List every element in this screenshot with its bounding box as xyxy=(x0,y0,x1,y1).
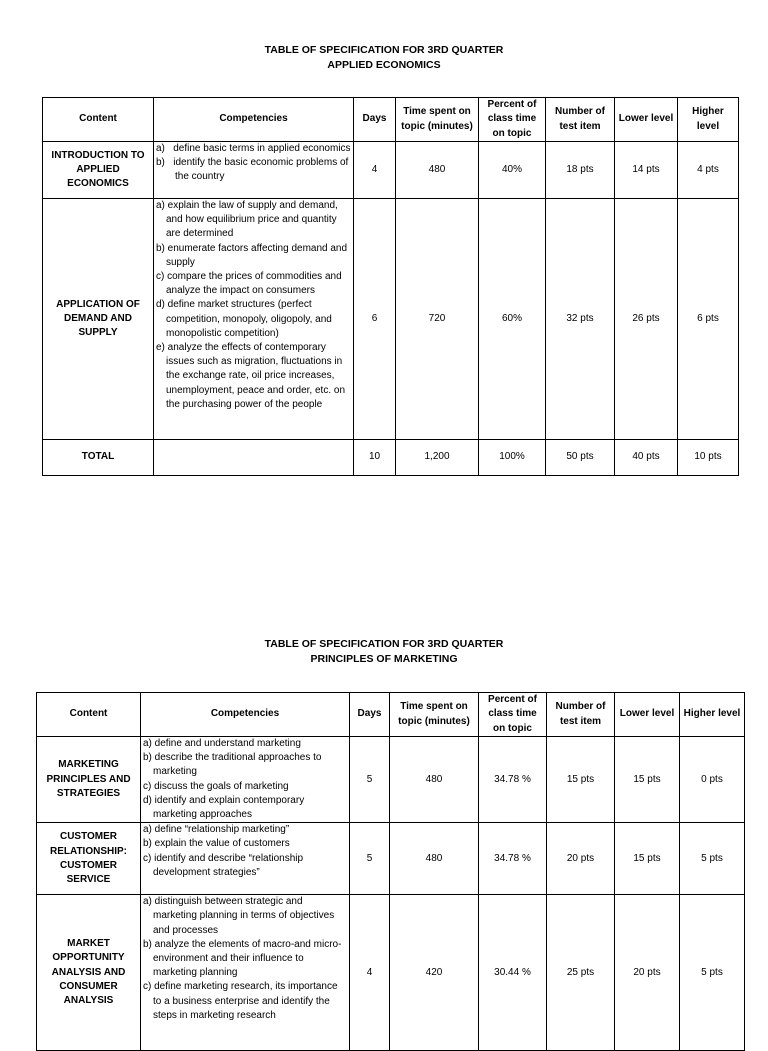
header-percent-class-time: Percent of class time on topic xyxy=(479,693,547,737)
items-cell: 15 pts xyxy=(547,737,615,823)
content-cell: TOTAL xyxy=(43,440,154,476)
competencies-cell xyxy=(141,895,350,1051)
document-title-principles-of-marketing xyxy=(0,637,768,667)
content-cell: APPLICATION OF DEMAND AND SUPPLY xyxy=(43,199,154,440)
lower-level-cell: 14 pts xyxy=(615,142,678,199)
table-title: TABLE OF SPECIFICATION FOR 3RD QUARTER xyxy=(264,44,504,56)
higher-level-cell: 0 pts xyxy=(680,737,745,823)
competencies-cell xyxy=(154,142,354,199)
header-higher-level: Higher level xyxy=(678,98,739,142)
competency-item: c) compare the prices of commodities and analyze the impact on consumers xyxy=(156,271,342,297)
competency-item: a) explain the law of supply and demand, and how equilibrium price and quantity are determined xyxy=(156,200,338,240)
table-row xyxy=(37,895,745,1051)
header-lower-level: Lower level xyxy=(615,98,678,142)
table-title: TABLE OF SPECIFICATION FOR 3RD QUARTER xyxy=(264,638,504,650)
content-cell: INTRODUCTION TO APPLIED ECONOMICS xyxy=(43,142,154,199)
days-cell: 4 xyxy=(350,895,390,1051)
percent-cell: 60% xyxy=(479,199,546,440)
specification-table-applied-economics xyxy=(42,97,739,476)
competency-item: c) discuss the goals of marketing xyxy=(143,780,289,792)
competencies-cell xyxy=(154,199,354,440)
competency-item: d) identify and explain contemporary marketing approaches xyxy=(143,794,305,821)
header-competencies: Competencies xyxy=(141,693,350,737)
lower-level-cell: 26 pts xyxy=(615,199,678,440)
competency-item: e) analyze the effects of contemporary issues such as migration, fluctuations in the exchange rate, oil price increases, unemployment, peace and order, etc. on the purchasing power of the people xyxy=(156,342,346,410)
days-cell: 10 xyxy=(354,440,396,476)
higher-level-cell: 4 pts xyxy=(678,142,739,199)
competency-item: b) describe the traditional approaches to marketing xyxy=(143,752,322,778)
percent-cell: 30.44 % xyxy=(479,895,547,1051)
header-time-spent: Time spent on topic (minutes) xyxy=(390,693,479,737)
document-title-applied-economics xyxy=(0,43,768,73)
header-days: Days xyxy=(354,98,396,142)
competency-item: b) identify the basic economic problems of the country xyxy=(156,157,349,183)
table-row xyxy=(37,737,745,823)
table-header-row xyxy=(37,693,745,737)
table-row xyxy=(37,823,745,895)
lower-level-cell: 15 pts xyxy=(615,823,680,895)
table-subtitle: APPLIED ECONOMICS xyxy=(327,59,441,71)
table-subtitle: PRINCIPLES OF MARKETING xyxy=(310,653,458,665)
competencies-cell xyxy=(141,737,350,823)
header-percent-class-time: Percent of class time on topic xyxy=(479,98,546,142)
content-cell: CUSTOMER RELATIONSHIP: CUSTOMER SERVICE xyxy=(37,823,141,895)
lower-level-cell: 40 pts xyxy=(615,440,678,476)
table-total-row xyxy=(43,440,739,476)
higher-level-cell: 5 pts xyxy=(680,895,745,1051)
competency-item: b) enumerate factors affecting demand and supply xyxy=(156,242,348,268)
percent-cell: 34.78 % xyxy=(479,823,547,895)
competency-item: a) distinguish between strategic and marketing planning in terms of objectives and processes xyxy=(143,896,335,936)
header-number-of-test-item: Number of test item xyxy=(547,693,615,737)
higher-level-cell: 6 pts xyxy=(678,199,739,440)
competency-item: c) define marketing research, its importance to a business enterprise and identify the steps in marketing research xyxy=(143,981,338,1021)
higher-level-cell: 5 pts xyxy=(680,823,745,895)
time-cell: 720 xyxy=(396,199,479,440)
items-cell: 20 pts xyxy=(547,823,615,895)
time-cell: 480 xyxy=(390,823,479,895)
header-content: Content xyxy=(43,98,154,142)
competency-item: d) define market structures (perfect competition, monopoly, oligopoly, and monopolistic competition) xyxy=(156,299,332,339)
header-higher-level: Higher level xyxy=(680,693,745,737)
time-cell: 480 xyxy=(396,142,479,199)
specification-table-principles-of-marketing xyxy=(36,692,745,1051)
items-cell: 50 pts xyxy=(546,440,615,476)
lower-level-cell: 20 pts xyxy=(615,895,680,1051)
lower-level-cell: 15 pts xyxy=(615,737,680,823)
higher-level-cell: 10 pts xyxy=(678,440,739,476)
competency-item: a) define “relationship marketing” xyxy=(143,824,290,836)
header-content: Content xyxy=(37,693,141,737)
days-cell: 4 xyxy=(354,142,396,199)
days-cell: 5 xyxy=(350,737,390,823)
percent-cell: 40% xyxy=(479,142,546,199)
content-cell: MARKET OPPORTUNITY ANALYSIS AND CONSUMER ANALYSIS xyxy=(37,895,141,1051)
content-cell: MARKETING PRINCIPLES AND STRATEGIES xyxy=(37,737,141,823)
table-header-row xyxy=(43,98,739,142)
percent-cell: 34.78 % xyxy=(479,737,547,823)
items-cell: 32 pts xyxy=(546,199,615,440)
time-cell: 420 xyxy=(390,895,479,1051)
header-competencies: Competencies xyxy=(154,98,354,142)
header-lower-level: Lower level xyxy=(615,693,680,737)
table-row xyxy=(43,142,739,199)
days-cell: 6 xyxy=(354,199,396,440)
items-cell: 25 pts xyxy=(547,895,615,1051)
competency-item: b) analyze the elements of macro-and micro-environment and their influence to marketing planning xyxy=(143,938,342,979)
time-cell: 1,200 xyxy=(396,440,479,476)
competencies-cell xyxy=(141,823,350,895)
time-cell: 480 xyxy=(390,737,479,823)
items-cell: 18 pts xyxy=(546,142,615,199)
competency-item: c) identify and describe “relationship development strategies” xyxy=(143,852,304,878)
competency-item: a) define and understand marketing xyxy=(143,738,301,749)
competency-item: b) explain the value of customers xyxy=(143,838,290,850)
header-time-spent: Time spent on topic (minutes) xyxy=(396,98,479,142)
header-number-of-test-item: Number of test item xyxy=(546,98,615,142)
competencies-cell xyxy=(154,440,354,476)
percent-cell: 100% xyxy=(479,440,546,476)
days-cell: 5 xyxy=(350,823,390,895)
header-days: Days xyxy=(350,693,390,737)
table-row xyxy=(43,199,739,440)
competency-item: a) define basic terms in applied economics xyxy=(156,143,351,154)
